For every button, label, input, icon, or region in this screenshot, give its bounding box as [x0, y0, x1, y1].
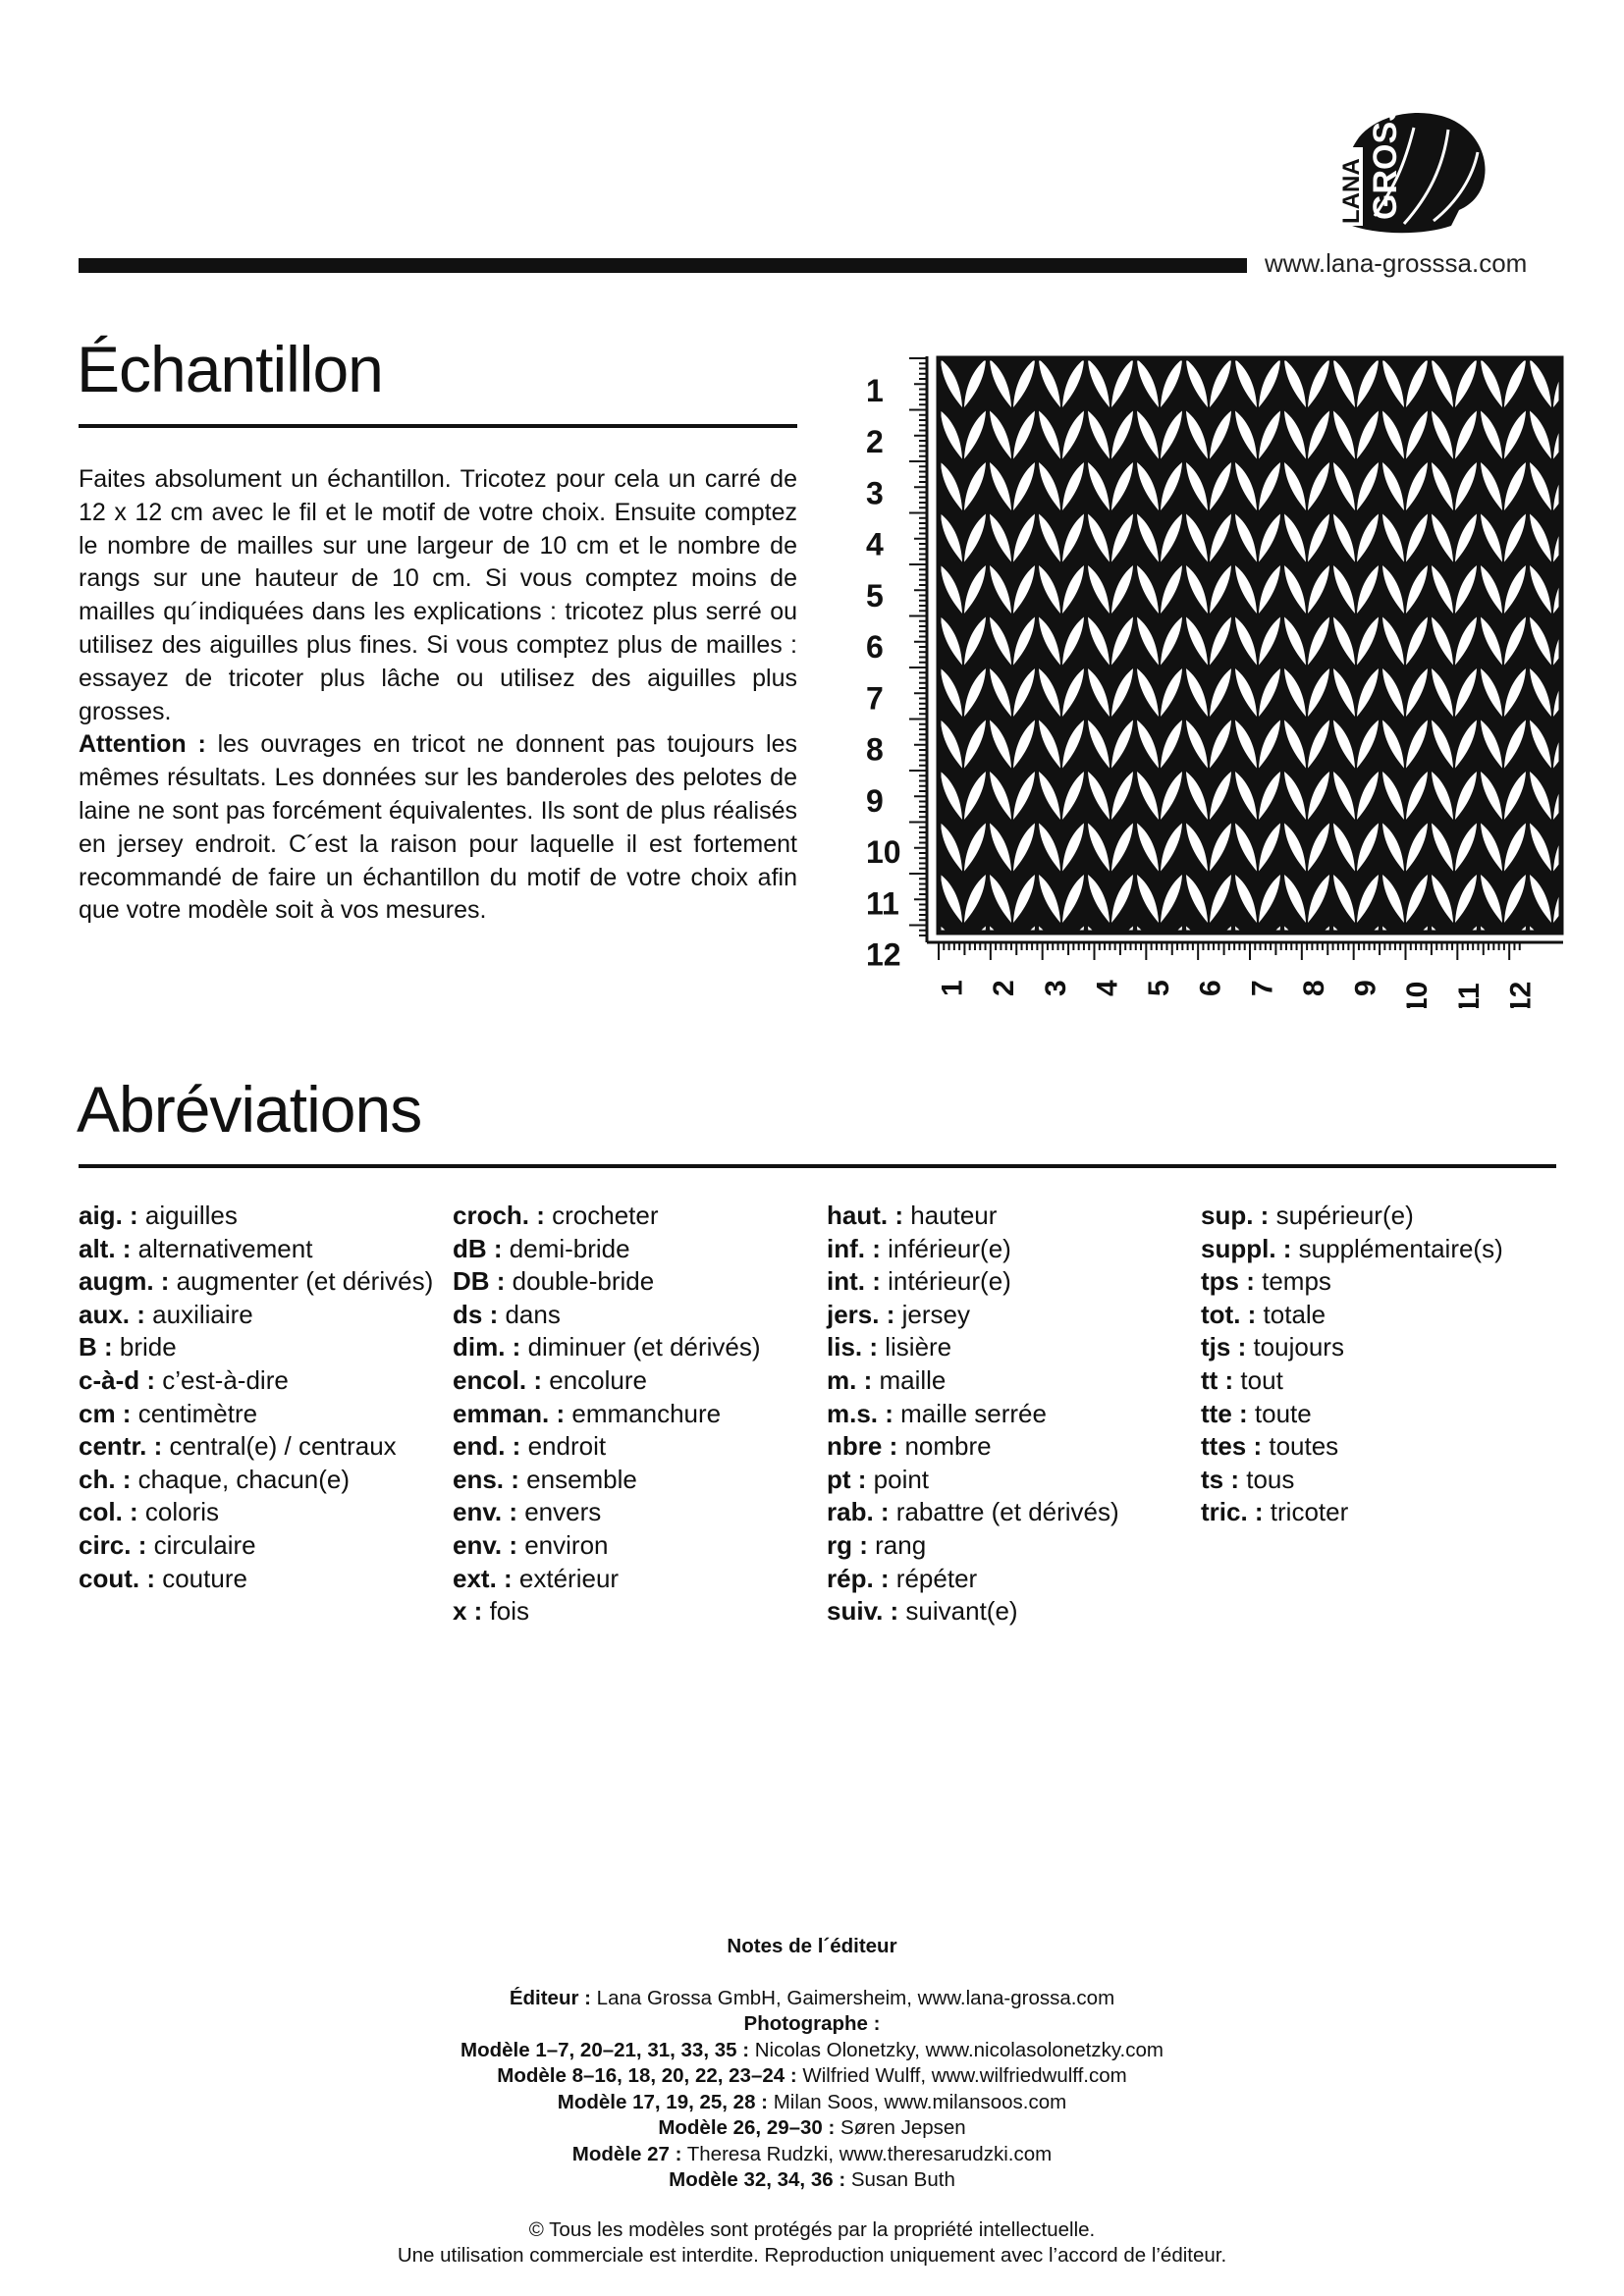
- vertical-ruler-label: 7: [866, 680, 884, 717]
- gauge-title-rule: [79, 424, 797, 428]
- abbreviation-item: [79, 1464, 442, 1497]
- abbreviations-title: Abréviations: [77, 1073, 422, 1146]
- abbreviation-item: [1201, 1299, 1564, 1332]
- abbreviation-term: cm :: [79, 1398, 132, 1428]
- abbreviation-definition: extérieur: [512, 1563, 620, 1593]
- abbreviation-term: sup. :: [1201, 1201, 1270, 1230]
- abbreviation-definition: central(e) / centraux: [162, 1431, 397, 1462]
- abbreviation-item: [827, 1496, 1190, 1529]
- abbreviation-item: [1201, 1496, 1564, 1529]
- abbreviation-definition: toujours: [1246, 1332, 1344, 1362]
- photo-credit-line: [295, 2063, 1329, 2090]
- abbreviation-item: [453, 1529, 816, 1563]
- abbreviation-item: [453, 1430, 816, 1464]
- gauge-swatch-illustration: [864, 348, 1566, 1008]
- abbreviation-term: encol. :: [453, 1364, 543, 1395]
- horizontal-ruler-label: 2: [988, 980, 1021, 996]
- abbreviation-item: [1201, 1398, 1564, 1431]
- abbreviation-term: haut. :: [827, 1201, 903, 1230]
- abbreviation-term: rg :: [827, 1529, 868, 1560]
- abbreviation-item: [1201, 1364, 1564, 1398]
- horizontal-ruler-label: 8: [1297, 980, 1330, 996]
- abbreviation-definition: augmenter (et dérivés): [169, 1266, 434, 1297]
- abbreviation-item: [1201, 1430, 1564, 1464]
- abbreviations-title-rule: [79, 1164, 1556, 1168]
- abbreviation-definition: bride: [112, 1332, 177, 1362]
- abbreviation-term: ch. :: [79, 1464, 132, 1494]
- vertical-ruler-label: 2: [866, 424, 884, 460]
- photographer-label: Photographe :: [743, 2012, 881, 2035]
- abbreviation-definition: jersey: [894, 1299, 970, 1329]
- abbreviation-term: end. :: [453, 1431, 521, 1462]
- abbreviations-column-4: [1201, 1200, 1564, 1529]
- abbreviation-item: [827, 1464, 1190, 1497]
- vertical-ruler-label: 6: [866, 629, 884, 666]
- abbreviation-item: [79, 1233, 442, 1266]
- abbreviation-term: tt :: [1201, 1364, 1234, 1395]
- notes-title: Notes de l´éditeur: [727, 1935, 897, 1957]
- gauge-paragraph-1: Faites absolument un échantillon. Tricotez pour cela un carré de 12 x 12 cm avec le fil et le motif de votre choix. Ensuite comptez le nombre de mailles sur une largeur de 10 cm et le nombre de rangs sur une hauteur de 10 cm. Si vous comptez moins de mailles qu´indiquées dans les explications : tricotez plus serré ou utilisez des aiguilles plus fines. Si vous comptez plus de mailles : essayez de tricoter plus lâche ou utilisez des aiguilles plus grosses.: [79, 465, 797, 725]
- abbreviations-column-2: [453, 1200, 816, 1629]
- abbreviation-definition: rabattre (et dérivés): [889, 1497, 1119, 1527]
- abbreviation-definition: diminuer (et dérivés): [520, 1332, 761, 1362]
- abbreviation-term: tric. :: [1201, 1497, 1264, 1527]
- abbreviation-definition: emmanchure: [565, 1398, 722, 1428]
- vertical-ruler-label: 9: [866, 782, 884, 819]
- abbreviation-item: [79, 1430, 442, 1464]
- abbreviation-definition: hauteur: [903, 1201, 998, 1230]
- photo-credit-value: Milan Soos, www.milansoos.com: [768, 2090, 1067, 2113]
- abbreviation-definition: double-bride: [505, 1266, 655, 1297]
- editor-line: [295, 1986, 1329, 2012]
- abbreviation-item: [453, 1233, 816, 1266]
- photo-credit-label: Modèle 8–16, 18, 20, 22, 23–24 :: [497, 2064, 797, 2087]
- vertical-ruler-ticks: [909, 358, 927, 935]
- abbreviation-item: [453, 1265, 816, 1299]
- abbreviation-item: [453, 1331, 816, 1364]
- abbreviation-item: [453, 1398, 816, 1431]
- abbreviation-item: [827, 1331, 1190, 1364]
- abbreviation-term: suiv. :: [827, 1596, 899, 1627]
- horizontal-ruler-label: 4: [1091, 980, 1124, 996]
- gauge-body: [79, 463, 797, 928]
- abbreviation-definition: chaque, chacun(e): [131, 1464, 351, 1494]
- photo-credit-line: [295, 2167, 1329, 2194]
- abbreviation-term: ens. :: [453, 1464, 519, 1494]
- abbreviation-definition: couture: [155, 1563, 247, 1593]
- horizontal-ruler-label: 1: [936, 980, 969, 996]
- abbreviation-item: [79, 1299, 442, 1332]
- abbreviation-item: [1201, 1464, 1564, 1497]
- photo-credit-value: Nicolas Olonetzky, www.nicolasolonetzky.com: [749, 2038, 1164, 2061]
- abbreviation-item: [827, 1233, 1190, 1266]
- abbreviation-term: dB :: [453, 1233, 503, 1263]
- horizontal-ruler-label: 6: [1194, 980, 1227, 996]
- abbreviation-item: [79, 1496, 442, 1529]
- abbreviation-definition: suivant(e): [898, 1596, 1018, 1627]
- abbreviation-term: ttes :: [1201, 1431, 1263, 1462]
- horizontal-ruler-ticks: [939, 942, 1520, 960]
- abbreviation-term: cout. :: [79, 1563, 155, 1593]
- abbreviation-definition: demi-bride: [502, 1233, 630, 1263]
- vertical-ruler-label: 8: [866, 731, 884, 768]
- abbreviation-item: [453, 1299, 816, 1332]
- photo-credit-value: Søren Jepsen: [835, 2116, 966, 2139]
- abbreviation-item: [827, 1595, 1190, 1629]
- abbreviation-item: [79, 1529, 442, 1563]
- abbreviation-item: [827, 1299, 1190, 1332]
- abbreviation-item: [79, 1364, 442, 1398]
- abbreviation-definition: lisière: [878, 1332, 952, 1362]
- abbreviation-term: c-à-d :: [79, 1364, 155, 1395]
- gauge-attention-text: les ouvrages en tricot ne donnent pas toujours les mêmes résultats. Les données sur les banderoles des pelotes de laine ne sont pas forcément équivalentes. Ils sont de plus réalisés en jersey endroit. C´est la raison pour laquelle il est fortement recommandé de faire un échantillon du motif de votre choix afin que votre modèle soit à vos mesures.: [79, 730, 798, 925]
- attention-label: Attention :: [79, 730, 206, 759]
- photo-credit-value: Wilfried Wulff, www.wilfriedwulff.com: [796, 2064, 1127, 2087]
- abbreviation-item: [453, 1563, 816, 1596]
- vertical-ruler-label: 1: [866, 373, 884, 408]
- abbreviation-term: dim. :: [453, 1332, 521, 1362]
- abbreviations-column-3: [827, 1200, 1190, 1629]
- abbreviation-definition: temps: [1254, 1266, 1331, 1297]
- photo-credits: [295, 2038, 1329, 2194]
- header-bar: [79, 258, 1247, 273]
- abbreviation-term: lis. :: [827, 1332, 879, 1362]
- abbreviation-term: ts :: [1201, 1464, 1239, 1494]
- abbreviation-definition: point: [866, 1464, 930, 1494]
- abbreviation-term: DB :: [453, 1266, 506, 1297]
- abbreviation-item: [1201, 1265, 1564, 1299]
- knit-stitch-grid: [939, 358, 1561, 933]
- abbreviation-definition: circulaire: [146, 1529, 256, 1560]
- abbreviation-definition: endroit: [520, 1431, 607, 1462]
- abbreviation-term: tjs :: [1201, 1332, 1247, 1362]
- abbreviation-definition: tous: [1239, 1464, 1295, 1494]
- vertical-ruler-labels: [866, 373, 901, 973]
- logo-text-grossa: GROSSA: [1367, 108, 1404, 220]
- abbreviation-definition: environ: [516, 1529, 609, 1560]
- abbreviation-item: [453, 1464, 816, 1497]
- abbreviation-definition: aiguilles: [137, 1201, 238, 1230]
- abbreviation-item: [79, 1331, 442, 1364]
- abbreviation-definition: alternativement: [131, 1233, 313, 1263]
- abbreviation-definition: supplémentaire(s): [1291, 1233, 1503, 1263]
- website-url[interactable]: www.lana-grosssa.com: [1265, 248, 1528, 278]
- abbreviation-term: aig. :: [79, 1201, 138, 1230]
- editor-label: Éditeur :: [509, 1986, 591, 2009]
- abbreviation-term: B :: [79, 1332, 113, 1362]
- abbreviation-item: [79, 1563, 442, 1596]
- abbreviation-term: suppl. :: [1201, 1233, 1292, 1263]
- photo-credit-line: [295, 2142, 1329, 2168]
- abbreviation-definition: rang: [867, 1529, 927, 1560]
- horizontal-ruler-label: 3: [1039, 980, 1072, 996]
- vertical-ruler-label: 11: [866, 885, 899, 922]
- horizontal-ruler-label: 12: [1504, 981, 1538, 1008]
- abbreviation-term: col. :: [79, 1497, 138, 1527]
- gauge-paragraph-2: [79, 728, 797, 928]
- photo-credit-line: [295, 2038, 1329, 2064]
- abbreviation-term: tps :: [1201, 1266, 1255, 1297]
- vertical-ruler-label: 10: [866, 834, 901, 871]
- abbreviation-term: emman. :: [453, 1398, 566, 1428]
- photo-credit-label: Modèle 26, 29–30 :: [658, 2116, 836, 2139]
- abbreviation-definition: envers: [516, 1497, 602, 1527]
- abbreviation-term: tot. :: [1201, 1299, 1257, 1329]
- abbreviation-definition: maille serrée: [893, 1398, 1047, 1428]
- editor-notes: [295, 1934, 1329, 2269]
- abbreviation-term: m. :: [827, 1364, 873, 1395]
- copyright-line-2: Une utilisation commerciale est interdite. Reproduction uniquement avec l’accord de l’éditeur.: [397, 2244, 1227, 2267]
- abbreviation-item: [453, 1496, 816, 1529]
- abbreviation-definition: totale: [1256, 1299, 1326, 1329]
- horizontal-ruler-label: 10: [1401, 981, 1435, 1008]
- abbreviation-term: x :: [453, 1596, 483, 1627]
- abbreviation-definition: centimètre: [131, 1398, 258, 1428]
- abbreviation-term: rép. :: [827, 1563, 890, 1593]
- abbreviation-definition: tout: [1233, 1364, 1283, 1395]
- gauge-title: Échantillon: [77, 333, 383, 405]
- abbreviation-definition: coloris: [137, 1497, 220, 1527]
- abbreviation-term: rab. :: [827, 1497, 890, 1527]
- abbreviation-definition: intérieur(e): [880, 1266, 1011, 1297]
- horizontal-ruler-label: 5: [1143, 980, 1176, 996]
- abbreviation-definition: dans: [498, 1299, 561, 1329]
- abbreviation-definition: toutes: [1262, 1431, 1339, 1462]
- abbreviation-item: [827, 1265, 1190, 1299]
- abbreviation-item: [827, 1398, 1190, 1431]
- abbreviation-term: pt :: [827, 1464, 867, 1494]
- abbreviation-definition: encolure: [542, 1364, 647, 1395]
- vertical-ruler-label: 5: [866, 577, 884, 614]
- abbreviation-term: alt. :: [79, 1233, 132, 1263]
- abbreviation-definition: maille: [872, 1364, 947, 1395]
- photo-credit-label: Modèle 1–7, 20–21, 31, 33, 35 :: [460, 2038, 750, 2061]
- abbreviation-term: tte :: [1201, 1398, 1248, 1428]
- abbreviation-term: augm. :: [79, 1266, 170, 1297]
- abbreviation-item: [827, 1563, 1190, 1596]
- abbreviation-item: [79, 1265, 442, 1299]
- horizontal-ruler-label: 11: [1452, 983, 1486, 1008]
- abbreviation-item: [827, 1200, 1190, 1233]
- photo-credit-value: Susan Buth: [845, 2168, 955, 2191]
- abbreviation-definition: répéter: [889, 1563, 978, 1593]
- abbreviation-definition: nombre: [897, 1431, 992, 1462]
- abbreviation-definition: supérieur(e): [1269, 1201, 1414, 1230]
- vertical-ruler-label: 3: [866, 475, 884, 511]
- photo-credit-line: [295, 2090, 1329, 2116]
- abbreviation-item: [79, 1200, 442, 1233]
- abbreviation-definition: crocheter: [544, 1201, 659, 1230]
- abbreviation-term: croch. :: [453, 1201, 545, 1230]
- abbreviation-item: [1201, 1200, 1564, 1233]
- vertical-ruler-label: 12: [866, 936, 901, 973]
- abbreviation-definition: fois: [482, 1596, 530, 1627]
- abbreviation-item: [453, 1364, 816, 1398]
- abbreviation-item: [453, 1595, 816, 1629]
- abbreviation-definition: c’est-à-dire: [155, 1364, 289, 1395]
- abbreviation-definition: ensemble: [518, 1464, 637, 1494]
- abbreviation-item: [79, 1398, 442, 1431]
- horizontal-ruler-label: 9: [1349, 980, 1382, 996]
- abbreviation-term: env. :: [453, 1529, 517, 1560]
- abbreviation-definition: auxiliaire: [144, 1299, 253, 1329]
- abbreviation-term: centr. :: [79, 1431, 163, 1462]
- abbreviation-item: [827, 1529, 1190, 1563]
- horizontal-ruler-labels: [937, 980, 1538, 1008]
- lana-grossa-logo: [1335, 108, 1492, 236]
- logo-text-lana: LANA: [1338, 158, 1365, 224]
- abbreviation-term: circ. :: [79, 1529, 147, 1560]
- abbreviations-column-1: [79, 1200, 442, 1595]
- editor-value: Lana Grossa GmbH, Gaimersheim, www.lana-grossa.com: [590, 1986, 1115, 2009]
- photo-credit-value: Theresa Rudzki, www.theresarudzki.com: [681, 2142, 1053, 2165]
- abbreviation-item: [827, 1430, 1190, 1464]
- abbreviation-term: ext. :: [453, 1563, 513, 1593]
- horizontal-ruler-label: 7: [1246, 980, 1279, 996]
- abbreviation-definition: inférieur(e): [880, 1233, 1011, 1263]
- abbreviation-item: [1201, 1331, 1564, 1364]
- copyright-line-1: © Tous les modèles sont protégés par la propriété intellectuelle.: [528, 2217, 1096, 2241]
- abbreviation-term: inf. :: [827, 1233, 881, 1263]
- abbreviation-term: ds :: [453, 1299, 499, 1329]
- abbreviation-term: aux. :: [79, 1299, 145, 1329]
- photo-credit-label: Modèle 17, 19, 25, 28 :: [557, 2090, 769, 2113]
- abbreviation-term: nbre :: [827, 1431, 898, 1462]
- abbreviation-definition: toute: [1247, 1398, 1312, 1428]
- photo-credit-label: Modèle 32, 34, 36 :: [669, 2168, 846, 2191]
- abbreviation-term: m.s. :: [827, 1398, 893, 1428]
- abbreviation-item: [1201, 1233, 1564, 1266]
- abbreviation-item: [827, 1364, 1190, 1398]
- photo-credit-line: [295, 2115, 1329, 2142]
- abbreviation-term: env. :: [453, 1497, 517, 1527]
- photo-credit-label: Modèle 27 :: [571, 2142, 682, 2165]
- abbreviation-term: jers. :: [827, 1299, 895, 1329]
- abbreviation-item: [453, 1200, 816, 1233]
- vertical-ruler-label: 4: [866, 526, 884, 562]
- abbreviation-term: int. :: [827, 1266, 881, 1297]
- abbreviation-definition: tricoter: [1263, 1497, 1349, 1527]
